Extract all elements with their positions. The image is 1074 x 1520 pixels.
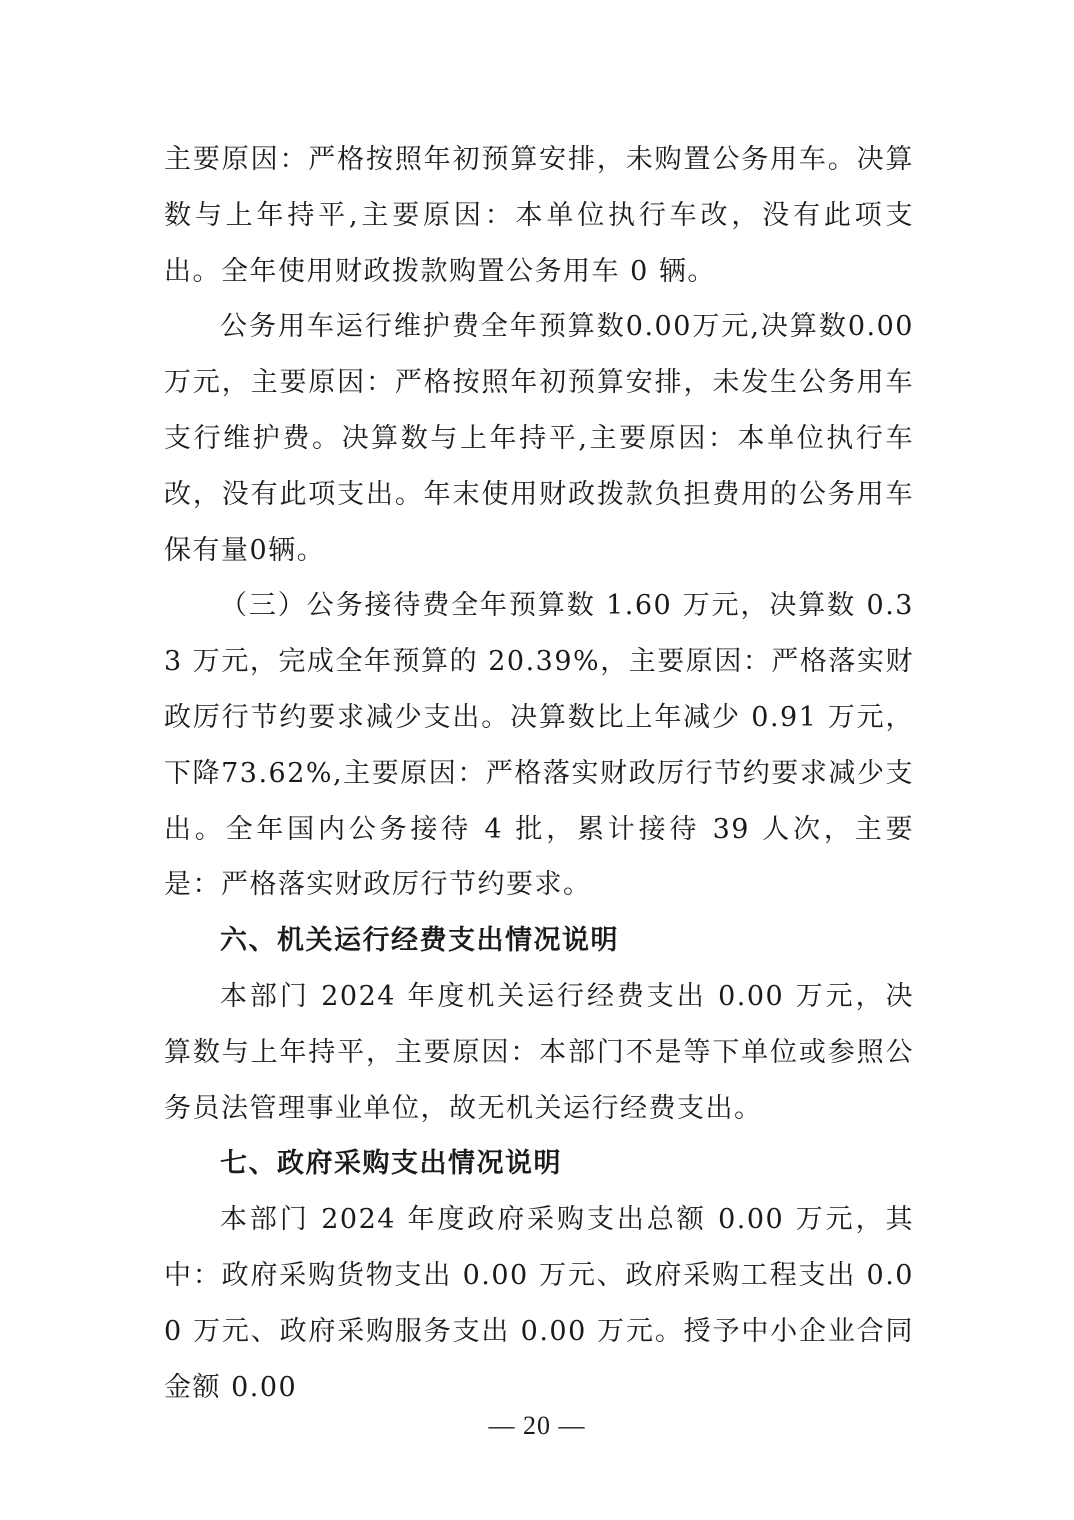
section-heading-government-procurement: 七、政府采购支出情况说明 <box>220 1148 562 1180</box>
paragraph-reception-expenses: （三）公务接待费全年预算数 1.60 万元，决算数 0.33 万元，完成全年预算的 20.39%，主要原因：严格落实财政厉行节约要求减少支出。决算数比上年减少 0.91 万元，下降73.62%,主要原因：严格落实财政厉行节约要求减少支出。全年国内公务接待 4 批，累计接待 39 人次，主要是：严格落实财政厉行节约要求。 <box>164 590 914 901</box>
paragraph-operating-expenses: 本部门 2024 年度机关运行经费支出 0.00 万元，决算数与上年持平，主要原因：本部门不是等下单位或参照公务员法管理事业单位，故无机关运行经费支出。 <box>164 980 914 1124</box>
page-number: — 20 — <box>488 1411 586 1440</box>
paragraph-government-procurement: 本部门 2024 年度政府采购支出总额 0.00 万元，其中：政府采购货物支出 0.00 万元、政府采购工程支出 0.00 万元、政府采购服务支出 0.00 万元。授予中小企业合同金额 0.00 <box>164 1204 914 1403</box>
paragraph-vehicle-maintenance: 公务用车运行维护费全年预算数0.00万元,决算数0.00万元，主要原因：严格按照年初预算安排，未发生公务用车支行维护费。决算数与上年持平,主要原因：本单位执行车改，没有此项支出。年末使用财政拨款负担费用的公务用车保有量0辆。 <box>164 311 914 566</box>
paragraph-vehicle-purchase: 主要原因：严格按照年初预算安排，未购置公务用车。决算数与上年持平,主要原因：本单位执行车改，没有此项支出。全年使用财政拨款购置公务用车 0 辆。 <box>164 144 914 287</box>
page-content <box>164 132 914 1415</box>
section-heading-operating-expenses: 六、机关运行经费支出情况说明 <box>220 925 619 957</box>
